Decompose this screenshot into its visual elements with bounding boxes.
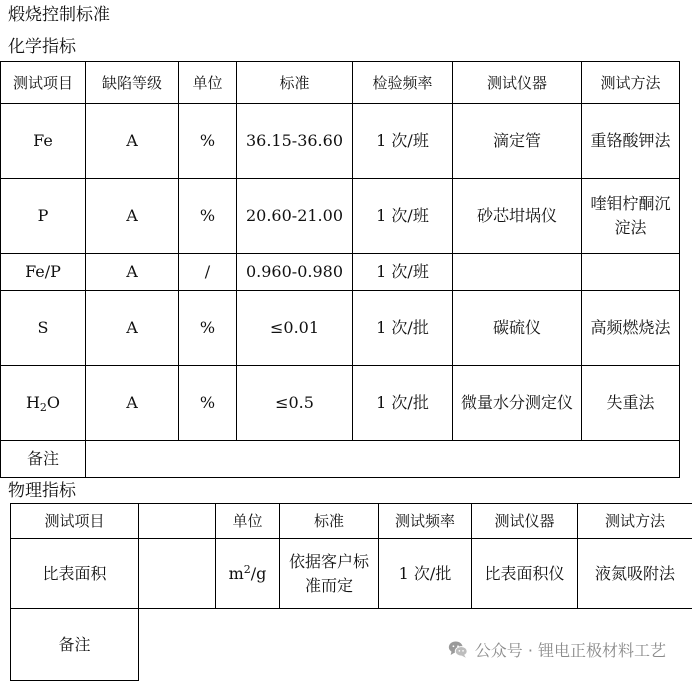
cell-standard: 0.960-0.980	[237, 254, 353, 291]
col-header: 检验频率	[353, 62, 453, 104]
cell-frequency: 1 次/批	[379, 539, 472, 609]
physical-heading: 物理指标	[8, 481, 76, 501]
table-row	[1, 179, 680, 254]
col-header: 标准	[280, 504, 379, 539]
unit-main: m	[229, 564, 244, 583]
cell-frequency: 1 次/批	[353, 291, 453, 366]
cell-standard: ≤0.5	[237, 366, 353, 441]
cell-frequency: 1 次/班	[353, 179, 453, 254]
watermark	[447, 637, 666, 661]
col-header: 测试频率	[379, 504, 472, 539]
chemical-heading: 化学指标	[8, 37, 76, 57]
cell-standard: ≤0.01	[237, 291, 353, 366]
physical-header-row	[11, 504, 692, 539]
col-header	[139, 504, 216, 539]
remark-label: 备注	[11, 609, 139, 681]
col-header: 缺陷等级	[86, 62, 179, 104]
cell-blank	[139, 539, 216, 609]
cell-item: Fe	[1, 104, 86, 179]
cell-level: A	[86, 179, 179, 254]
cell-item: 比表面积	[11, 539, 139, 609]
cell-standard: 36.15-36.60	[237, 104, 353, 179]
cell-unit: %	[179, 104, 237, 179]
wechat-icon	[447, 638, 469, 660]
cell-item: S	[1, 291, 86, 366]
cell-instrument: 比表面积仪	[472, 539, 578, 609]
cell-instrument: 滴定管	[453, 104, 582, 179]
cell-method: 失重法	[582, 366, 680, 441]
table-row	[1, 104, 680, 179]
cell-level: A	[86, 104, 179, 179]
cell-method: 喹钼柠酮沉淀法	[582, 179, 680, 254]
chemical-header-row	[1, 62, 680, 104]
cell-method	[582, 254, 680, 291]
cell-level: A	[86, 291, 179, 366]
cell-unit: /	[179, 254, 237, 291]
col-header: 单位	[179, 62, 237, 104]
cell-item	[1, 366, 86, 441]
unit-superscript: 2	[244, 563, 251, 576]
col-header: 测试方法	[578, 504, 692, 539]
cell-unit: %	[179, 366, 237, 441]
formula-subscript: 2	[40, 401, 47, 414]
cell-instrument: 砂芯坩埚仪	[453, 179, 582, 254]
cell-level: A	[86, 254, 179, 291]
table-row	[11, 539, 692, 609]
cell-method: 液氮吸附法	[578, 539, 692, 609]
cell-frequency: 1 次/批	[353, 366, 453, 441]
cell-frequency: 1 次/班	[353, 104, 453, 179]
col-header: 标准	[237, 62, 353, 104]
cell-method: 重铬酸钾法	[582, 104, 680, 179]
cell-instrument: 碳硫仪	[453, 291, 582, 366]
unit-tail: /g	[251, 564, 267, 583]
cell-unit: %	[179, 291, 237, 366]
cell-standard: 20.60-21.00	[237, 179, 353, 254]
col-header: 测试仪器	[453, 62, 582, 104]
col-header: 测试仪器	[472, 504, 578, 539]
table-row	[1, 366, 680, 441]
remark-row	[1, 441, 680, 478]
cell-instrument: 微量水分测定仪	[453, 366, 582, 441]
cell-level: A	[86, 366, 179, 441]
cell-item: Fe/P	[1, 254, 86, 291]
cell-item: P	[1, 179, 86, 254]
table-row	[1, 291, 680, 366]
cell-instrument	[453, 254, 582, 291]
remark-value	[86, 441, 680, 478]
cell-method: 高频燃烧法	[582, 291, 680, 366]
formula-main: H	[26, 393, 40, 412]
col-header: 测试方法	[582, 62, 680, 104]
remark-label: 备注	[1, 441, 86, 478]
watermark-text: 公众号 · 锂电正极材料工艺	[475, 638, 666, 661]
cell-unit	[216, 539, 280, 609]
table-row	[1, 254, 680, 291]
cell-standard: 依据客户标准而定	[280, 539, 379, 609]
col-header: 单位	[216, 504, 280, 539]
col-header: 测试项目	[1, 62, 86, 104]
page-title: 煅烧控制标准	[8, 5, 110, 25]
cell-frequency: 1 次/班	[353, 254, 453, 291]
col-header: 测试项目	[11, 504, 139, 539]
cell-unit: %	[179, 179, 237, 254]
chemical-table	[0, 61, 680, 478]
formula-tail: O	[47, 393, 60, 412]
